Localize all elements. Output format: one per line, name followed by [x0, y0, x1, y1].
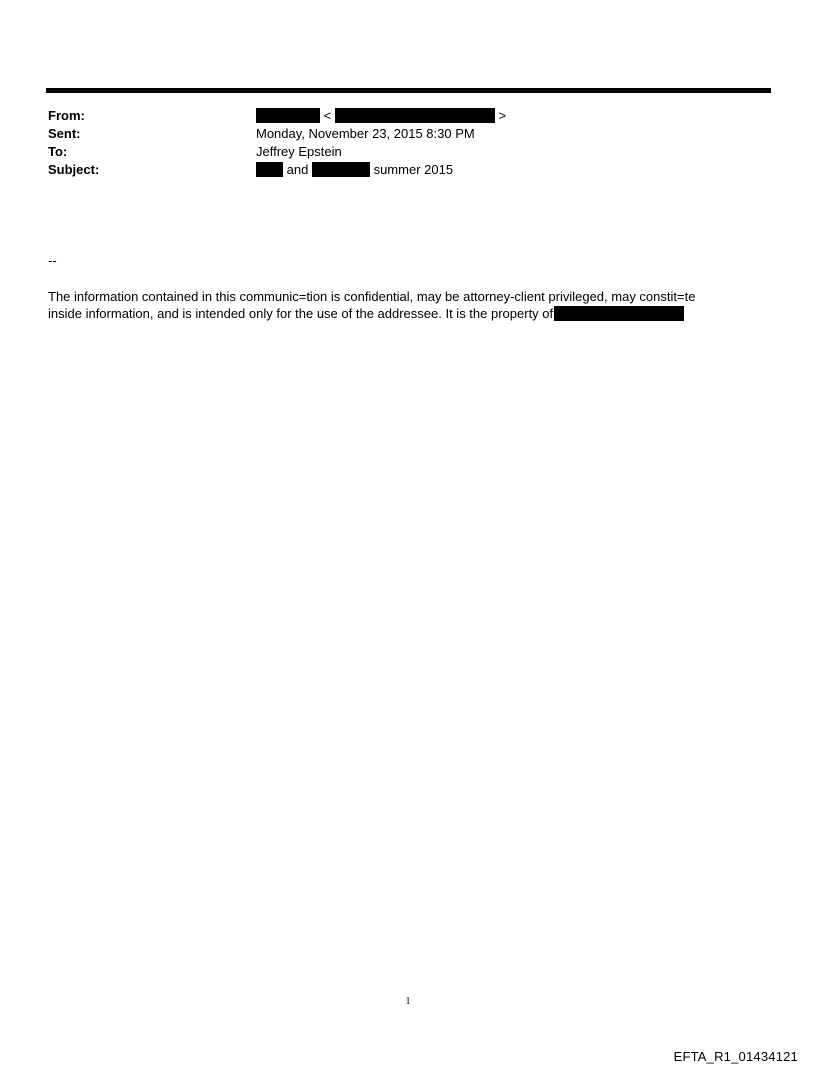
header-rule	[46, 88, 771, 93]
from-label: From:	[48, 108, 85, 123]
redaction-from-name	[256, 108, 320, 123]
subject-and: and	[286, 162, 309, 177]
subject-label: Subject:	[48, 162, 100, 177]
redaction-from-email	[335, 108, 495, 123]
redaction-property-owner	[554, 306, 684, 321]
page-number: 1	[405, 996, 411, 1007]
subject-value	[256, 162, 453, 178]
signature-separator: --	[48, 253, 57, 268]
from-value	[256, 108, 506, 124]
to-label: To:	[48, 144, 68, 159]
redaction-subject-2	[312, 162, 370, 177]
disclaimer-line-2	[48, 305, 684, 322]
from-angle-close: >	[498, 108, 507, 123]
sent-value: Monday, November 23, 2015 8:30 PM	[256, 126, 475, 141]
redaction-subject-1	[256, 162, 283, 177]
from-angle-open: <	[323, 108, 332, 123]
disclaimer-line-1: The information contained in this communic=tion is confidential, may be attorney-client privileged, may constit=te	[48, 289, 696, 304]
disclaimer-line-2-text: inside information, and is intended only for the use of the addressee. It is the property of	[48, 306, 554, 321]
sent-label: Sent:	[48, 126, 81, 141]
document-id: EFTA_R1_01434121	[673, 1049, 798, 1064]
to-value: Jeffrey Epstein	[256, 144, 342, 159]
subject-tail: summer 2015	[373, 162, 454, 177]
